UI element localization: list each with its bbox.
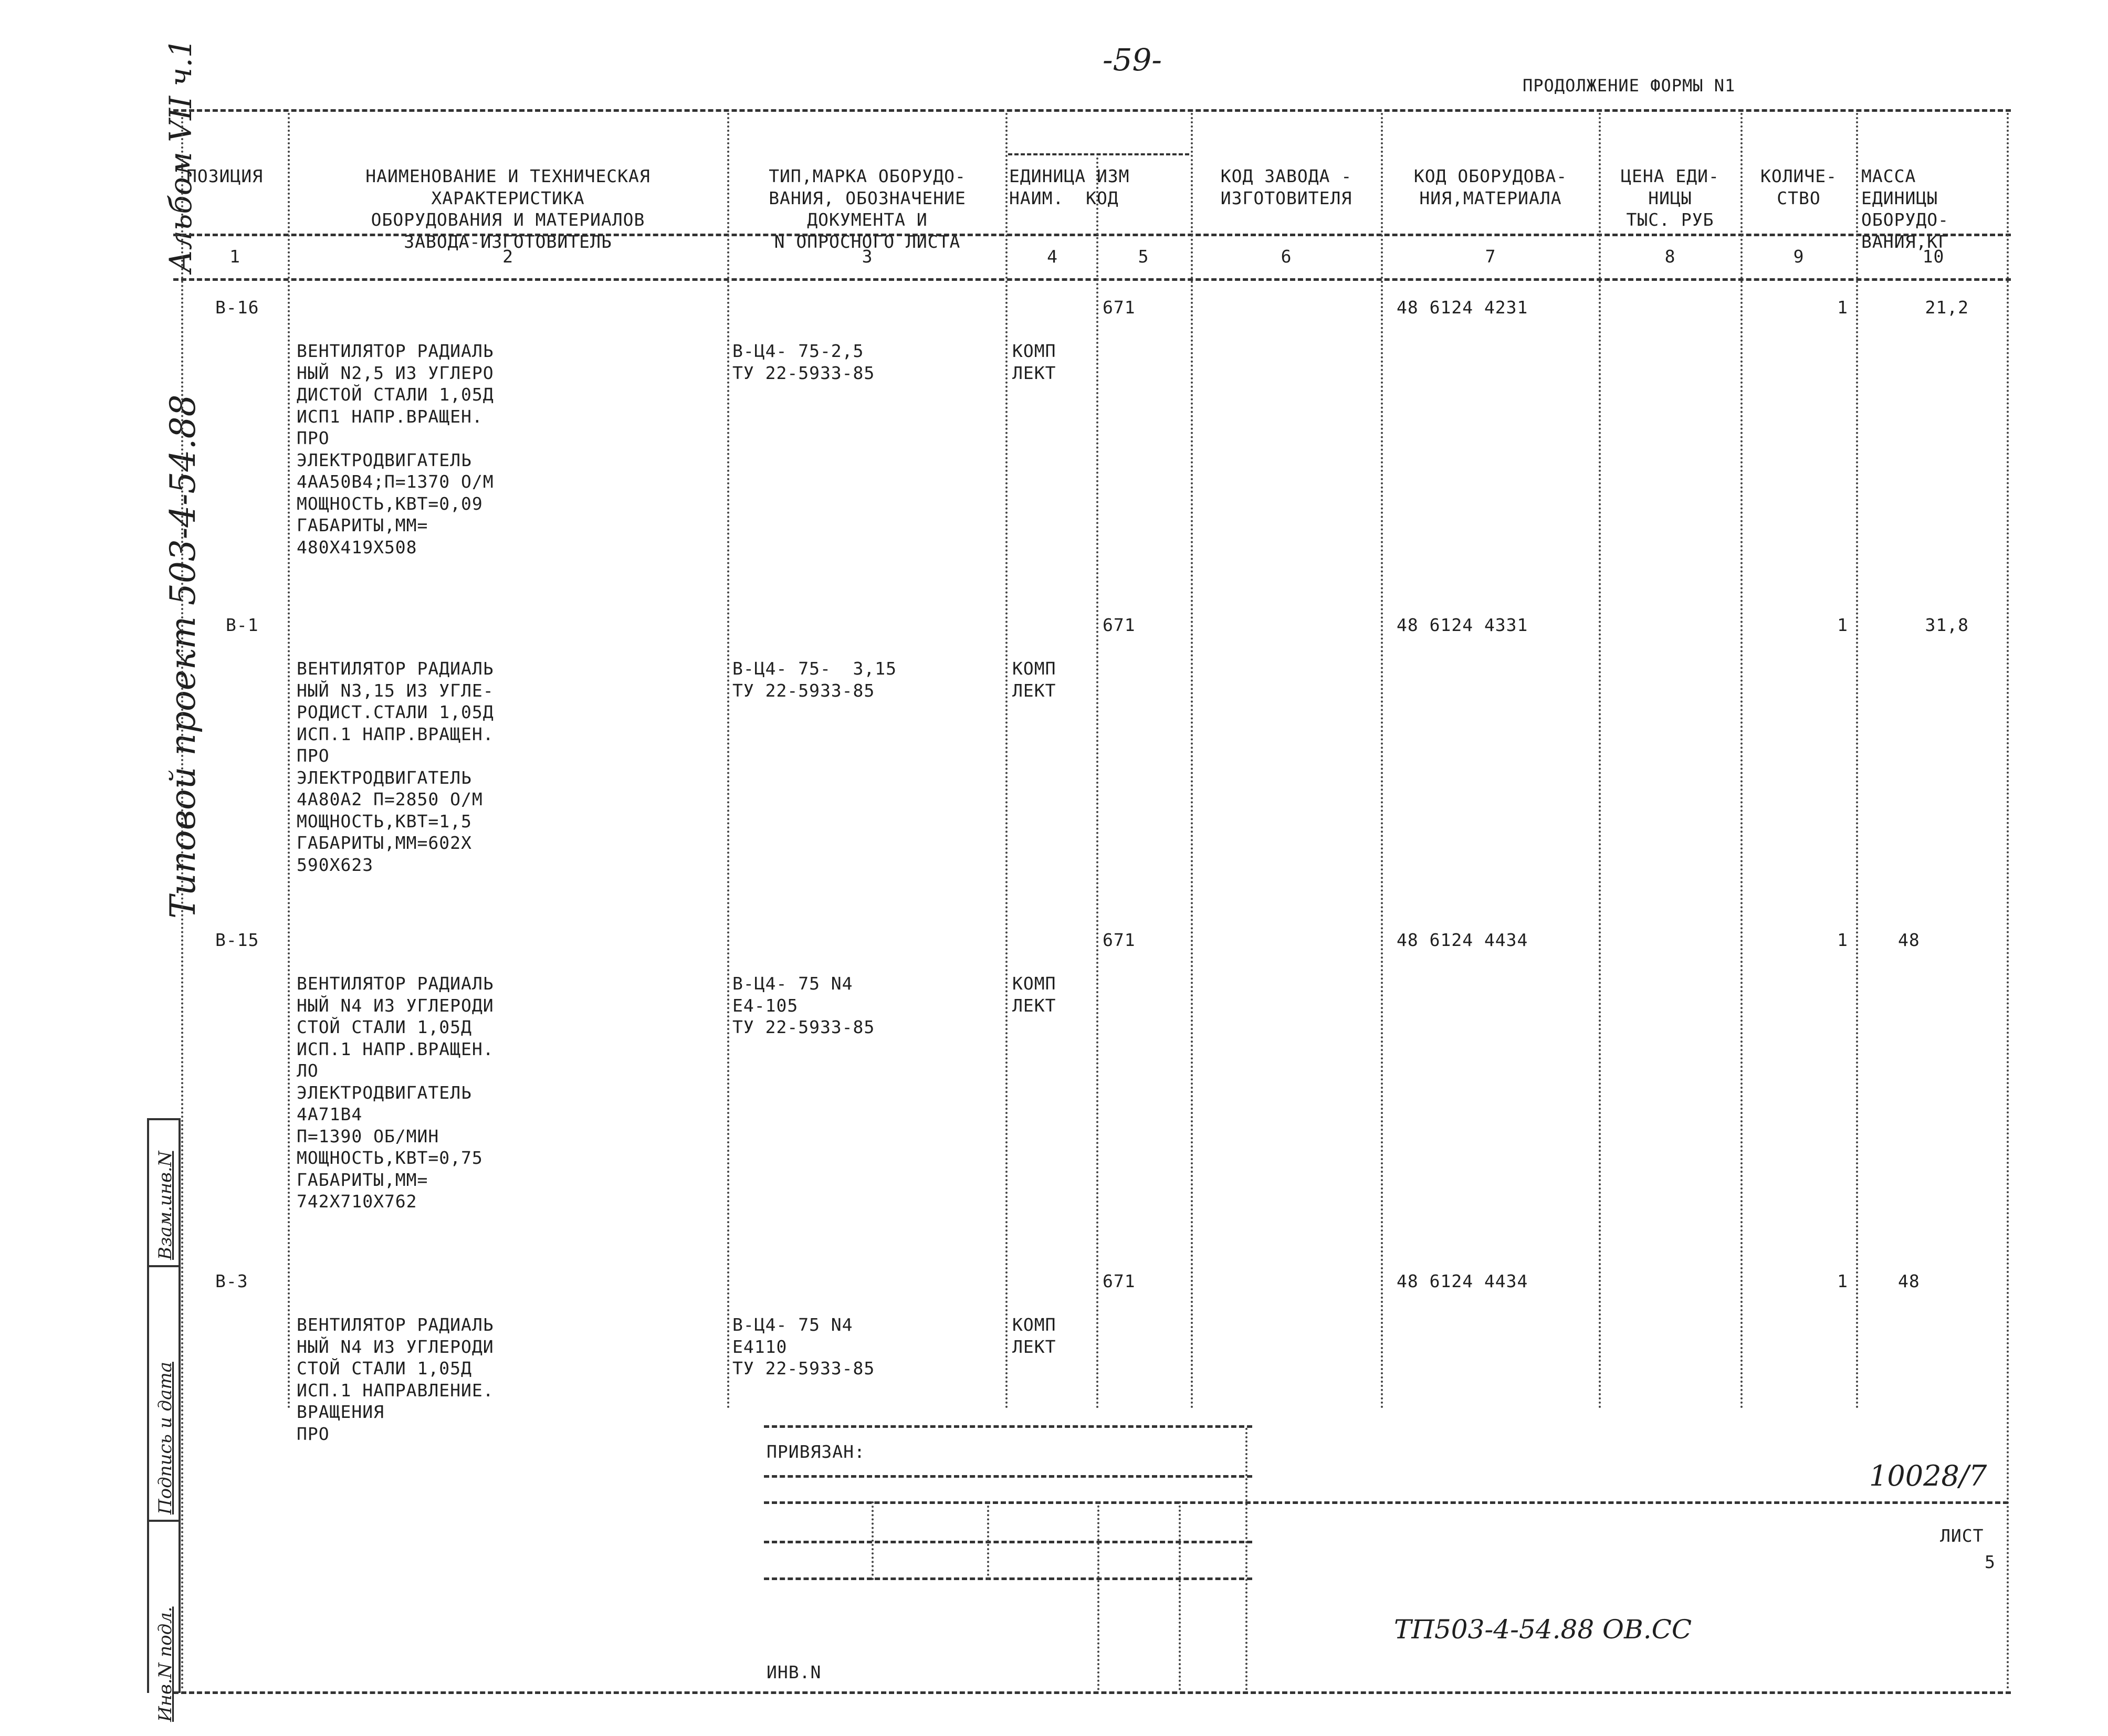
row-qty: 1 xyxy=(1837,615,1848,635)
header-position: ПОЗИЦИЯ xyxy=(186,166,264,186)
header-name: НАИМЕНОВАНИЕ И ТЕХНИЧЕСКАЯ ХАРАКТЕРИСТИКА ОБОРУДОВАНИЯ И МАТЕРИАЛОВ ЗАВОДА-ИЗГОТОВИТЕЛЬ xyxy=(365,166,651,252)
col-sep xyxy=(1005,113,1008,1409)
stamp-main-rule xyxy=(764,1501,2008,1504)
row-mass: 48 xyxy=(1898,1271,1920,1291)
colnum-4: 4 xyxy=(1047,246,1058,267)
row-unit-code: 671 xyxy=(1103,930,1136,950)
col-sep xyxy=(1856,113,1858,1409)
header-type: ТИП,МАРКА ОБОРУДО- ВАНИЯ, ОБОЗНАЧЕНИЕ ДОКУМЕНТА И N ОПРОСНОГО ЛИСТА xyxy=(769,166,966,252)
row-unit-name: КОМП ЛЕКТ xyxy=(1012,1314,1056,1357)
sheet-label: ЛИСТ xyxy=(1940,1525,1984,1546)
margin-border-outer xyxy=(147,1118,149,1693)
row-qty: 1 xyxy=(1837,930,1848,950)
row-unit-name: КОМП ЛЕКТ xyxy=(1012,658,1056,701)
margin-album: Альбом VII ч.1 xyxy=(163,38,198,273)
row-name: ВЕНТИЛЯТОР РАДИАЛЬ НЫЙ N2,5 ИЗ УГЛЕРО ДИСТОЙ СТАЛИ 1,05Д ИСП1 НАПР.ВРАЩЕН. ПРО ЭЛЕКТРОДВИГАТЕЛЬ 4АА50В4;П=1370 О/М МОЩНОСТЬ,КВТ=0,09 ГАБАРИТЫ,ММ= 480Х419Х508 xyxy=(297,341,494,557)
stamp-rule xyxy=(764,1475,1252,1478)
continuation-label: ПРОДОЛЖЕНИЕ ФОРМЫ N1 xyxy=(1523,76,1736,96)
row-qty: 1 xyxy=(1837,297,1848,318)
row-name: ВЕНТИЛЯТОР РАДИАЛЬ НЫЙ N4 ИЗ УГЛЕРОДИ СТОЙ СТАЛИ 1,05Д ИСП.1 НАПР.ВРАЩЕН. ЛО ЭЛЕКТРОДВИГАТЕЛЬ 4А71В4 П=1390 ОБ/МИН МОЩНОСТЬ,КВТ=0,75 ГАБАРИТЫ,ММ= 742Х710Х762 xyxy=(297,973,494,1212)
margin-inv-orig: Инв.N подл. xyxy=(155,1606,176,1722)
header-plant: КОД ЗАВОДА - ИЗГОТОВИТЕЛЯ xyxy=(1220,166,1352,208)
row-position: В-3 xyxy=(215,1271,248,1291)
colnum-5: 5 xyxy=(1138,246,1149,267)
row-mass: 21,2 xyxy=(1925,297,1969,318)
col-sep xyxy=(1381,113,1383,1409)
colnum-9: 9 xyxy=(1793,246,1805,267)
col-sep xyxy=(727,113,729,1409)
row-unit-code: 671 xyxy=(1103,615,1136,635)
margin-signature: Подпись и дата xyxy=(155,1362,176,1514)
stamp-top-rule xyxy=(764,1425,1252,1428)
row-position: В-1 xyxy=(226,615,259,635)
margin-divider xyxy=(147,1265,179,1267)
stamp-sep xyxy=(1179,1501,1181,1690)
col-sep xyxy=(1096,157,1098,1409)
colnum-2: 2 xyxy=(502,246,513,267)
margin-vzam: Взам.инв.N xyxy=(155,1151,176,1260)
row-type: В-Ц4- 75 N4 Е4110 ТУ 22-5933-85 xyxy=(732,1314,875,1379)
row-name: ВЕНТИЛЯТОР РАДИАЛЬ НЫЙ N3,15 ИЗ УГЛЕ- РОДИСТ.СТАЛИ 1,05Д ИСП.1 НАПР.ВРАЩЕН. ПРО ЭЛЕКТРОДВИГАТЕЛЬ 4А80А2 П=2850 О/М МОЩНОСТЬ,КВТ=1,5 ГАБАРИТЫ,ММ=602Х 590Х623 xyxy=(297,658,494,875)
colnum-bottom-rule xyxy=(173,278,2011,281)
doc-code: ТП503-4-54.88 ОВ.СС xyxy=(1394,1614,1692,1645)
margin-divider xyxy=(147,1520,179,1522)
row-unit-code: 671 xyxy=(1103,1271,1136,1291)
margin-project: Типовой проект 503-4-54.88 xyxy=(163,394,203,919)
row-qty: 1 xyxy=(1837,1271,1848,1291)
stamp-inv-label: ИНВ.N xyxy=(767,1662,822,1682)
col-sep xyxy=(1740,113,1743,1409)
colnum-7: 7 xyxy=(1485,246,1496,267)
stamp-sep xyxy=(987,1501,989,1580)
colnum-8: 8 xyxy=(1664,246,1676,267)
header-unit: ЕДИНИЦА ИЗМ НАИМ. КОД xyxy=(1009,166,1130,208)
col-sep xyxy=(1599,113,1601,1409)
row-unit-code: 671 xyxy=(1103,297,1136,318)
col-sep xyxy=(2007,113,2009,1690)
row-code: 48 6124 4434 xyxy=(1397,930,1528,950)
row-name: ВЕНТИЛЯТОР РАДИАЛЬ НЫЙ N4 ИЗ УГЛЕРОДИ СТОЙ СТАЛИ 1,05Д ИСП.1 НАПРАВЛЕНИЕ. ВРАЩЕНИЯ ПРО xyxy=(297,1314,494,1444)
sheet-number: 5 xyxy=(1985,1552,1996,1572)
header-mass: МАССА ЕДИНИЦЫ ОБОРУДО- ВАНИЯ,КГ xyxy=(1861,166,1949,252)
margin-border xyxy=(179,1118,181,1693)
stamp-sep xyxy=(872,1501,874,1580)
header-price: ЦЕНА ЕДИ- НИЦЫ ТЫС. РУБ xyxy=(1621,166,1719,230)
row-mass: 48 xyxy=(1898,930,1920,950)
row-type: В-Ц4- 75- 3,15 ТУ 22-5933-85 xyxy=(732,658,897,701)
colnum-1: 1 xyxy=(229,246,240,267)
page-number: -59- xyxy=(1103,42,1162,78)
row-unit-name: КОМП ЛЕКТ xyxy=(1012,973,1056,1016)
colnum-6: 6 xyxy=(1281,246,1292,267)
col-sep xyxy=(181,113,183,1690)
header-code: КОД ОБОРУДОВА- НИЯ,МАТЕРИАЛА xyxy=(1413,166,1568,208)
table-bottom-rule xyxy=(173,1691,2011,1694)
handwritten-number: 10028/7 xyxy=(1869,1459,1987,1492)
row-type: В-Ц4- 75 N4 Е4-105 ТУ 22-5933-85 xyxy=(732,973,875,1037)
header-qty: КОЛИЧЕ- СТВО xyxy=(1760,166,1838,208)
row-type: В-Ц4- 75-2,5 ТУ 22-5933-85 xyxy=(732,341,875,383)
row-code: 48 6124 4231 xyxy=(1397,297,1528,318)
stamp-binding-label: ПРИВЯЗАН: xyxy=(767,1442,865,1462)
row-unit-name: КОМП ЛЕКТ xyxy=(1012,341,1056,383)
colnum-10: 10 xyxy=(1922,246,1945,267)
row-position: В-16 xyxy=(215,297,259,318)
colnum-3: 3 xyxy=(862,246,873,267)
row-position: В-15 xyxy=(215,930,259,950)
stamp-right-edge xyxy=(1245,1428,1247,1690)
row-mass: 31,8 xyxy=(1925,615,1969,635)
table-top-rule xyxy=(173,109,2011,112)
row-code: 48 6124 4434 xyxy=(1397,1271,1528,1291)
col-sep xyxy=(288,113,290,1409)
stamp-sep xyxy=(1097,1501,1099,1690)
col-sep xyxy=(1191,113,1193,1409)
row-code: 48 6124 4331 xyxy=(1397,615,1528,635)
margin-divider xyxy=(147,1118,179,1120)
